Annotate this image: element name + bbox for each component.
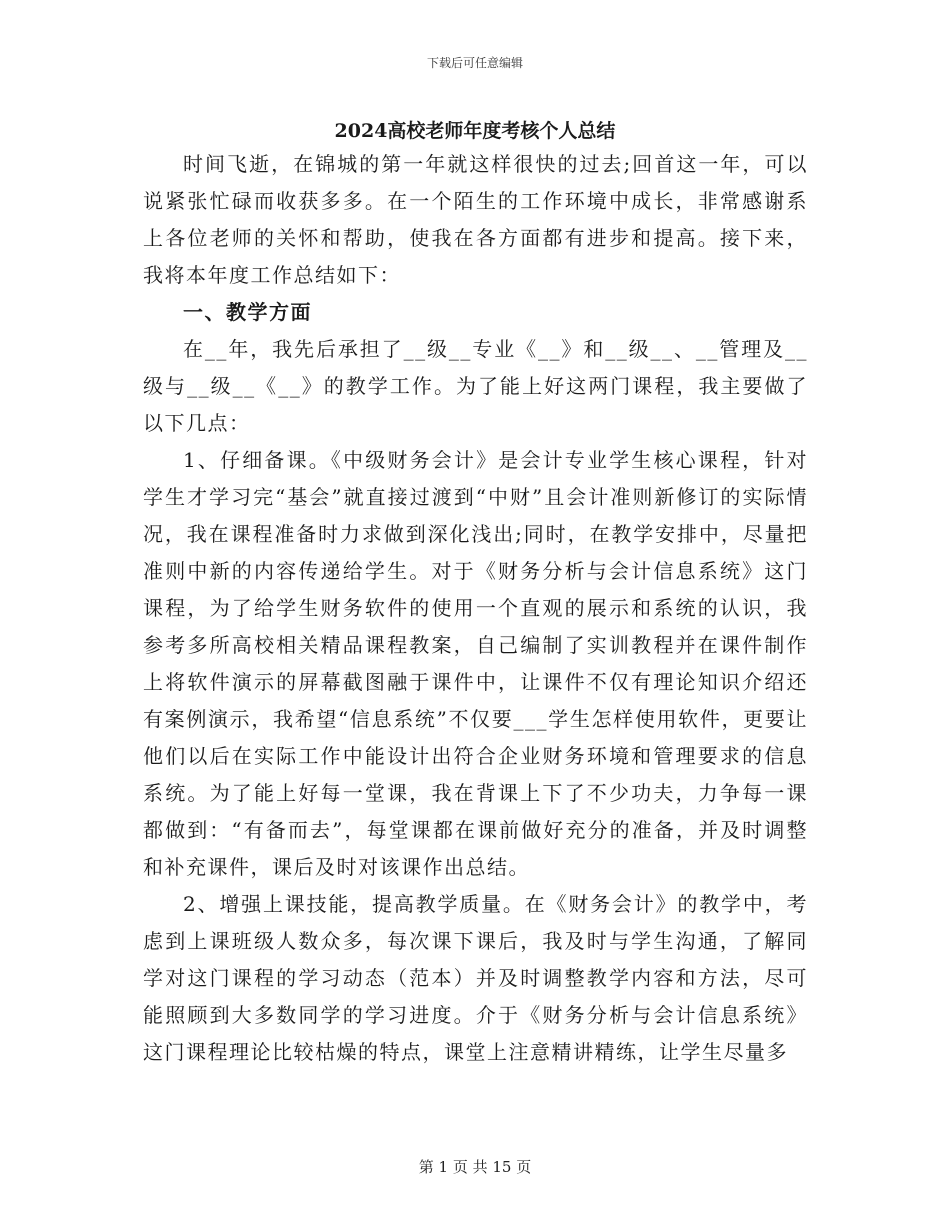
body-paragraph: 2、增强上课技能，提高教学质量。在《财务会计》的教学中，考虑到上课班级人数众多，每次课下课后，我及时与学生沟通，了解同学对这门课程的学习动态（范本）并及时调整教学内容和方法，尽可能照顾到大多数同学的学习进度。介于《财务分析与会计信息系统》这门课程理论比较枯燥的特点，课堂上注意精讲精练，让学生尽量多 [143, 892, 808, 1064]
body-paragraph: 在__年，我先后承担了__级__专业《__》和__级__、__管理及__级与__级__《__》的教学工作。为了能上好这两门课程，我主要做了以下几点： [143, 337, 808, 435]
header-note: 下载后可任意编辑 [426, 56, 523, 70]
page-number: 第 1 页 共 15 页 [418, 1158, 532, 1176]
section-heading-teaching: 一、教学方面 [183, 300, 312, 324]
intro-paragraph: 时间飞逝，在锦城的第一年就这样很快的过去;回首这一年，可以说紧张忙碌而收获多多。在一个陌生的工作环境中成长，非常感谢系上各位老师的关怀和帮助，使我在各方面都有进步和提高。接下来，我将本年度工作总结如下： [143, 152, 808, 287]
body-paragraph: 1、仔细备课。《中级财务会计》是会计专业学生核心课程，针对学生才学习完“基会”就直接过渡到“中财”且会计准则新修订的实际情况，我在课程准备时力求做到深化浅出;同时，在教学安排中，尽量把准则中新的内容传递给学生。对于《财务分析与会计信息系统》这门课程，为了给学生财务软件的使用一个直观的展示和系统的认识，我参考多所高校相关精品课程教案，自己编制了实训教程并在课件制作上将软件演示的屏幕截图融于课件中，让课件不仅有理论知识介绍还有案例演示，我希望“信息系统”不仅要___学生怎样使用软件，更要让他们以后在实际工作中能设计出符合企业财务环境和管理要求的信息系统。为了能上好每一堂课，我在背课上下了不少功夫，力争每一课都做到：“有备而去”，每堂课都在课前做好充分的准备，并及时调整和补充课件，课后及时对该课作出总结。 [143, 448, 808, 879]
page-title: 2024高校老师年度考核个人总结 [334, 120, 616, 142]
document-body [143, 146, 808, 1071]
